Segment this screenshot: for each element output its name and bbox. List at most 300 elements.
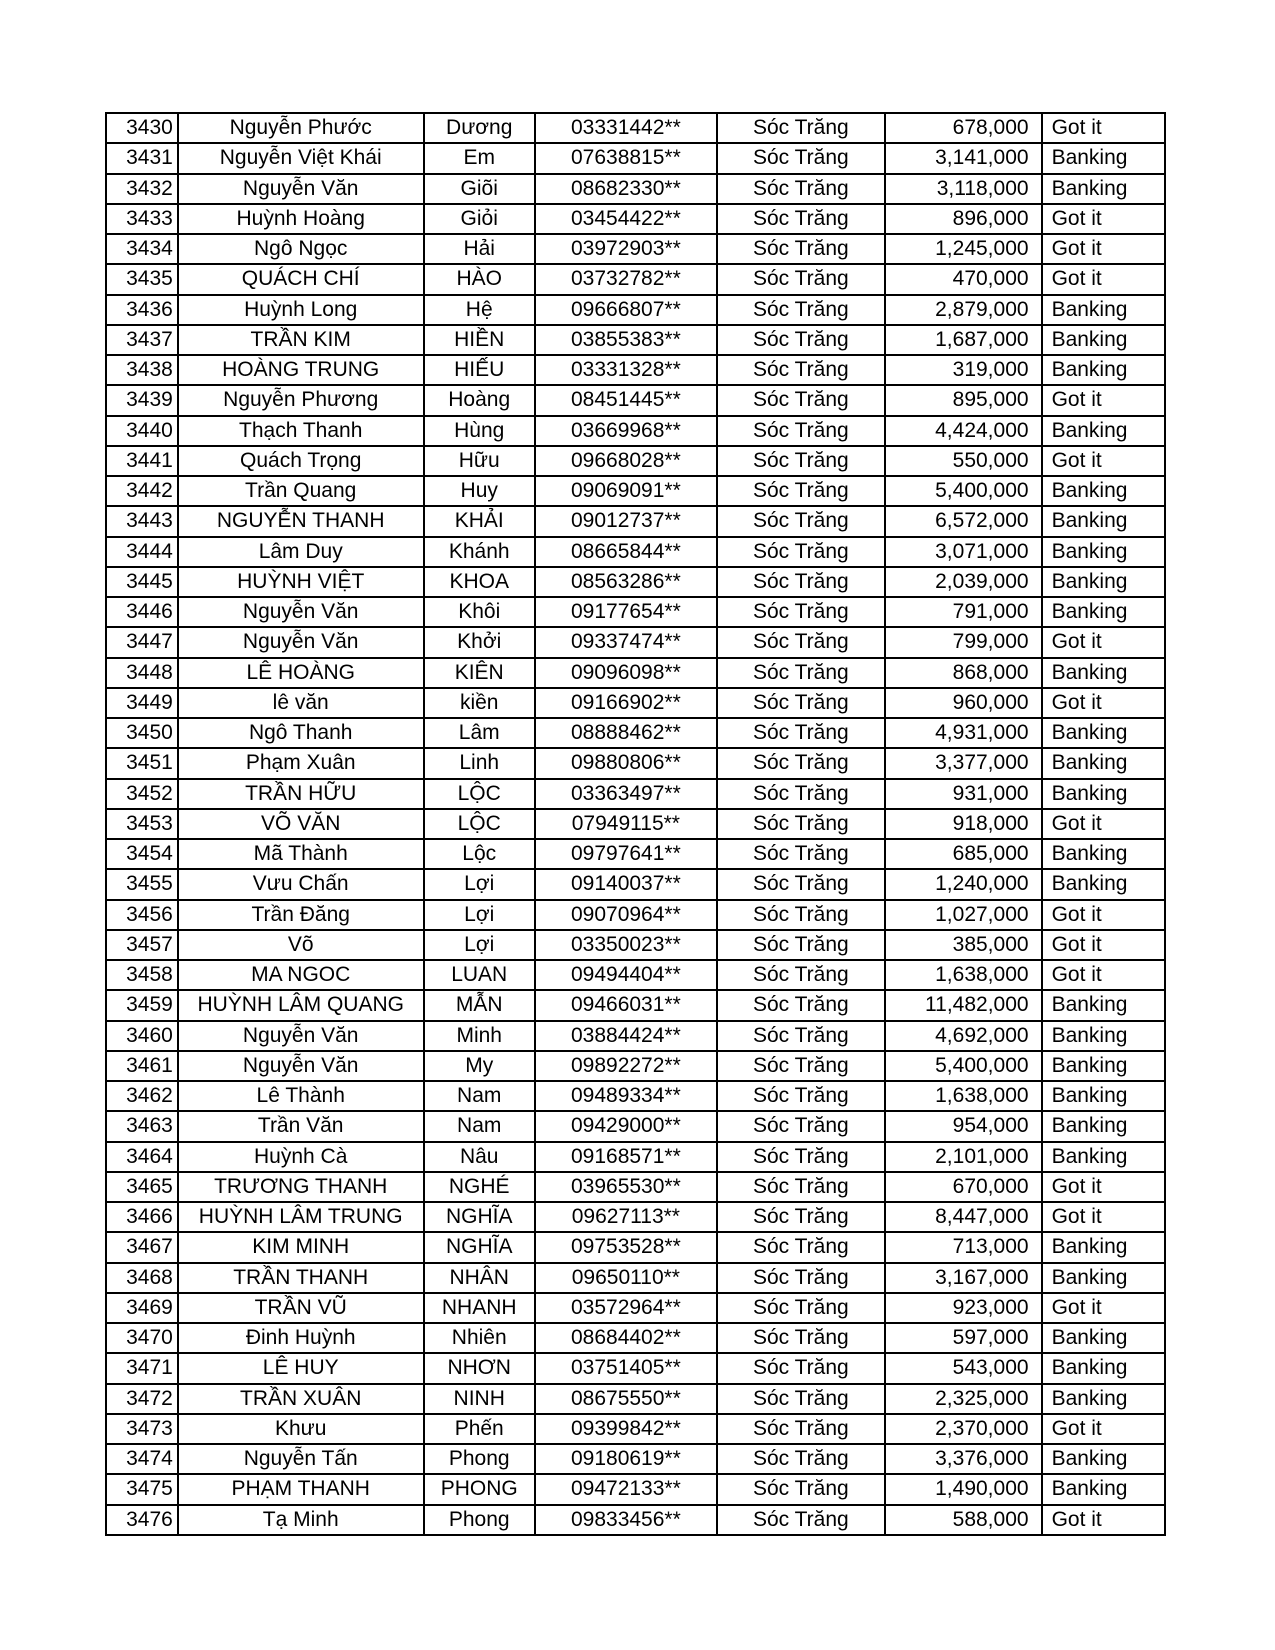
last-name-cell: Trần Văn (178, 1111, 424, 1141)
phone-cell: 09399842** (535, 1414, 717, 1444)
payment-method-cell: Banking (1042, 1444, 1165, 1474)
phone-cell: 09892272** (535, 1051, 717, 1081)
last-name-cell: Trần Đăng (178, 900, 424, 930)
phone-cell: 08682330** (535, 174, 717, 204)
last-name-cell: HUỲNH LÂM TRUNG (178, 1202, 424, 1232)
amount-cell: 3,376,000 (885, 1444, 1042, 1474)
last-name-cell: Nguyễn Văn (178, 627, 424, 657)
row-number: 3454 (106, 839, 178, 869)
payment-method-cell: Banking (1042, 1474, 1165, 1504)
phone-cell: 08888462** (535, 718, 717, 748)
province-cell: Sóc Trăng (717, 1263, 885, 1293)
last-name-cell: Nguyễn Tấn (178, 1444, 424, 1474)
province-cell: Sóc Trăng (717, 174, 885, 204)
phone-cell: 03884424** (535, 1021, 717, 1051)
phone-cell: 09166902** (535, 688, 717, 718)
payment-method-cell: Got it (1042, 960, 1165, 990)
province-cell: Sóc Trăng (717, 960, 885, 990)
table-row (106, 416, 1165, 446)
province-cell: Sóc Trăng (717, 355, 885, 385)
row-number: 3444 (106, 537, 178, 567)
table-row (106, 869, 1165, 899)
phone-cell: 03331442** (535, 113, 717, 143)
province-cell: Sóc Trăng (717, 1293, 885, 1323)
province-cell: Sóc Trăng (717, 1232, 885, 1262)
phone-cell: 09472133** (535, 1474, 717, 1504)
amount-cell: 588,000 (885, 1505, 1042, 1535)
amount-cell: 799,000 (885, 627, 1042, 657)
payment-method-cell: Got it (1042, 446, 1165, 476)
last-name-cell: TRẦN KIM (178, 325, 424, 355)
payment-method-cell: Banking (1042, 1142, 1165, 1172)
first-name-cell: Hải (424, 234, 535, 264)
phone-cell: 07638815** (535, 143, 717, 173)
table-row (106, 476, 1165, 506)
amount-cell: 1,490,000 (885, 1474, 1042, 1504)
payment-method-cell: Got it (1042, 234, 1165, 264)
row-number: 3472 (106, 1384, 178, 1414)
table-row (106, 779, 1165, 809)
province-cell: Sóc Trăng (717, 446, 885, 476)
payment-method-cell: Got it (1042, 264, 1165, 294)
table-row (106, 355, 1165, 385)
table-row (106, 264, 1165, 294)
table-row (106, 990, 1165, 1020)
amount-cell: 3,071,000 (885, 537, 1042, 567)
payment-method-cell: Banking (1042, 1353, 1165, 1383)
province-cell: Sóc Trăng (717, 658, 885, 688)
phone-cell: 08451445** (535, 385, 717, 415)
payment-method-cell: Banking (1042, 416, 1165, 446)
last-name-cell: Nguyễn Phước (178, 113, 424, 143)
last-name-cell: HUỲNH VIỆT (178, 567, 424, 597)
first-name-cell: PHONG (424, 1474, 535, 1504)
amount-cell: 597,000 (885, 1323, 1042, 1353)
first-name-cell: NGHĨA (424, 1202, 535, 1232)
row-number: 3458 (106, 960, 178, 990)
phone-cell: 03751405** (535, 1353, 717, 1383)
payment-method-cell: Banking (1042, 597, 1165, 627)
first-name-cell: Hoàng (424, 385, 535, 415)
row-number: 3456 (106, 900, 178, 930)
province-cell: Sóc Trăng (717, 1414, 885, 1444)
amount-cell: 3,377,000 (885, 748, 1042, 778)
amount-cell: 385,000 (885, 930, 1042, 960)
payment-method-cell: Banking (1042, 506, 1165, 536)
payment-method-cell: Banking (1042, 1081, 1165, 1111)
row-number: 3473 (106, 1414, 178, 1444)
phone-cell: 03363497** (535, 779, 717, 809)
row-number: 3474 (106, 1444, 178, 1474)
last-name-cell: Mã Thành (178, 839, 424, 869)
row-number: 3443 (106, 506, 178, 536)
payment-method-cell: Banking (1042, 325, 1165, 355)
table-row (106, 1202, 1165, 1232)
province-cell: Sóc Trăng (717, 567, 885, 597)
amount-cell: 6,572,000 (885, 506, 1042, 536)
last-name-cell: TRẦN VŨ (178, 1293, 424, 1323)
row-number: 3462 (106, 1081, 178, 1111)
table-row (106, 748, 1165, 778)
first-name-cell: NINH (424, 1384, 535, 1414)
phone-cell: 03855383** (535, 325, 717, 355)
payment-method-cell: Banking (1042, 355, 1165, 385)
payment-method-cell: Banking (1042, 658, 1165, 688)
table-row (106, 143, 1165, 173)
table-row (106, 1172, 1165, 1202)
row-number: 3464 (106, 1142, 178, 1172)
last-name-cell: Trần Quang (178, 476, 424, 506)
last-name-cell: Ngô Ngọc (178, 234, 424, 264)
payment-method-cell: Banking (1042, 567, 1165, 597)
row-number: 3465 (106, 1172, 178, 1202)
table-row (106, 1444, 1165, 1474)
amount-cell: 11,482,000 (885, 990, 1042, 1020)
phone-cell: 09797641** (535, 839, 717, 869)
row-number: 3452 (106, 779, 178, 809)
phone-cell: 03572964** (535, 1293, 717, 1323)
amount-cell: 1,687,000 (885, 325, 1042, 355)
first-name-cell: NHANH (424, 1293, 535, 1323)
last-name-cell: PHẠM THANH (178, 1474, 424, 1504)
row-number: 3471 (106, 1353, 178, 1383)
phone-cell: 03732782** (535, 264, 717, 294)
payment-method-cell: Got it (1042, 385, 1165, 415)
phone-cell: 09668028** (535, 446, 717, 476)
last-name-cell: LÊ HUY (178, 1353, 424, 1383)
amount-cell: 1,638,000 (885, 960, 1042, 990)
province-cell: Sóc Trăng (717, 990, 885, 1020)
last-name-cell: LÊ HOÀNG (178, 658, 424, 688)
last-name-cell: KIM MINH (178, 1232, 424, 1262)
province-cell: Sóc Trăng (717, 1323, 885, 1353)
row-number: 3442 (106, 476, 178, 506)
row-number: 3434 (106, 234, 178, 264)
province-cell: Sóc Trăng (717, 113, 885, 143)
first-name-cell: Khánh (424, 537, 535, 567)
last-name-cell: Lâm Duy (178, 537, 424, 567)
province-cell: Sóc Trăng (717, 295, 885, 325)
table-row (106, 1263, 1165, 1293)
row-number: 3461 (106, 1051, 178, 1081)
row-number: 3433 (106, 204, 178, 234)
row-number: 3446 (106, 597, 178, 627)
province-cell: Sóc Trăng (717, 1202, 885, 1232)
table-row (106, 900, 1165, 930)
amount-cell: 2,325,000 (885, 1384, 1042, 1414)
phone-cell: 03972903** (535, 234, 717, 264)
first-name-cell: LỘC (424, 809, 535, 839)
first-name-cell: Lợi (424, 869, 535, 899)
amount-cell: 5,400,000 (885, 476, 1042, 506)
first-name-cell: HÀO (424, 264, 535, 294)
row-number: 3438 (106, 355, 178, 385)
recipient-table (105, 112, 1166, 1536)
amount-cell: 1,240,000 (885, 869, 1042, 899)
amount-cell: 685,000 (885, 839, 1042, 869)
last-name-cell: Nguyễn Việt Khái (178, 143, 424, 173)
province-cell: Sóc Trăng (717, 1353, 885, 1383)
first-name-cell: Khôi (424, 597, 535, 627)
last-name-cell: Nguyễn Văn (178, 1051, 424, 1081)
payment-method-cell: Banking (1042, 839, 1165, 869)
payment-method-cell: Banking (1042, 869, 1165, 899)
phone-cell: 09880806** (535, 748, 717, 778)
last-name-cell: Nguyễn Văn (178, 174, 424, 204)
row-number: 3466 (106, 1202, 178, 1232)
province-cell: Sóc Trăng (717, 900, 885, 930)
phone-cell: 08684402** (535, 1323, 717, 1353)
phone-cell: 07949115** (535, 809, 717, 839)
payment-method-cell: Banking (1042, 1051, 1165, 1081)
table-row (106, 1021, 1165, 1051)
amount-cell: 8,447,000 (885, 1202, 1042, 1232)
phone-cell: 08563286** (535, 567, 717, 597)
first-name-cell: Lợi (424, 900, 535, 930)
amount-cell: 3,118,000 (885, 174, 1042, 204)
payment-method-cell: Banking (1042, 143, 1165, 173)
table-row (106, 537, 1165, 567)
province-cell: Sóc Trăng (717, 839, 885, 869)
payment-method-cell: Banking (1042, 990, 1165, 1020)
payment-method-cell: Got it (1042, 930, 1165, 960)
province-cell: Sóc Trăng (717, 869, 885, 899)
table-body (106, 113, 1165, 1535)
payment-method-cell: Got it (1042, 1202, 1165, 1232)
amount-cell: 2,101,000 (885, 1142, 1042, 1172)
last-name-cell: Ngô Thanh (178, 718, 424, 748)
table-row (106, 627, 1165, 657)
province-cell: Sóc Trăng (717, 688, 885, 718)
first-name-cell: Phong (424, 1505, 535, 1535)
row-number: 3441 (106, 446, 178, 476)
phone-cell: 09666807** (535, 295, 717, 325)
payment-method-cell: Banking (1042, 1323, 1165, 1353)
first-name-cell: Khởi (424, 627, 535, 657)
phone-cell: 03350023** (535, 930, 717, 960)
payment-method-cell: Banking (1042, 476, 1165, 506)
payment-method-cell: Got it (1042, 204, 1165, 234)
amount-cell: 895,000 (885, 385, 1042, 415)
payment-method-cell: Got it (1042, 1414, 1165, 1444)
last-name-cell: NGUYỄN THANH (178, 506, 424, 536)
table-row (106, 1111, 1165, 1141)
province-cell: Sóc Trăng (717, 809, 885, 839)
phone-cell: 09168571** (535, 1142, 717, 1172)
phone-cell: 09833456** (535, 1505, 717, 1535)
phone-cell: 09466031** (535, 990, 717, 1020)
province-cell: Sóc Trăng (717, 1021, 885, 1051)
first-name-cell: MẪN (424, 990, 535, 1020)
row-number: 3459 (106, 990, 178, 1020)
last-name-cell: MA NGOC (178, 960, 424, 990)
amount-cell: 918,000 (885, 809, 1042, 839)
table-row (106, 1142, 1165, 1172)
phone-cell: 09140037** (535, 869, 717, 899)
amount-cell: 923,000 (885, 1293, 1042, 1323)
province-cell: Sóc Trăng (717, 385, 885, 415)
table-row (106, 174, 1165, 204)
last-name-cell: TRƯƠNG THANH (178, 1172, 424, 1202)
amount-cell: 954,000 (885, 1111, 1042, 1141)
province-cell: Sóc Trăng (717, 1384, 885, 1414)
phone-cell: 03331328** (535, 355, 717, 385)
table-row (106, 718, 1165, 748)
last-name-cell: HOÀNG TRUNG (178, 355, 424, 385)
first-name-cell: LUAN (424, 960, 535, 990)
table-row (106, 960, 1165, 990)
first-name-cell: Nam (424, 1081, 535, 1111)
amount-cell: 791,000 (885, 597, 1042, 627)
phone-cell: 09337474** (535, 627, 717, 657)
table-row (106, 1505, 1165, 1535)
province-cell: Sóc Trăng (717, 1505, 885, 1535)
payment-method-cell: Banking (1042, 718, 1165, 748)
last-name-cell: Huỳnh Cà (178, 1142, 424, 1172)
amount-cell: 470,000 (885, 264, 1042, 294)
first-name-cell: Huy (424, 476, 535, 506)
phone-cell: 09429000** (535, 1111, 717, 1141)
table-row (106, 688, 1165, 718)
amount-cell: 896,000 (885, 204, 1042, 234)
province-cell: Sóc Trăng (717, 748, 885, 778)
first-name-cell: Hữu (424, 446, 535, 476)
phone-cell: 03965530** (535, 1172, 717, 1202)
table-row (106, 567, 1165, 597)
first-name-cell: Em (424, 143, 535, 173)
amount-cell: 4,424,000 (885, 416, 1042, 446)
row-number: 3435 (106, 264, 178, 294)
table-row (106, 113, 1165, 143)
amount-cell: 2,370,000 (885, 1414, 1042, 1444)
last-name-cell: Khưu (178, 1414, 424, 1444)
province-cell: Sóc Trăng (717, 476, 885, 506)
table-row (106, 1384, 1165, 1414)
row-number: 3475 (106, 1474, 178, 1504)
first-name-cell: Phến (424, 1414, 535, 1444)
table-row (106, 295, 1165, 325)
phone-cell: 09494404** (535, 960, 717, 990)
table-row (106, 325, 1165, 355)
amount-cell: 543,000 (885, 1353, 1042, 1383)
province-cell: Sóc Trăng (717, 416, 885, 446)
province-cell: Sóc Trăng (717, 234, 885, 264)
row-number: 3463 (106, 1111, 178, 1141)
first-name-cell: NGHÉ (424, 1172, 535, 1202)
row-number: 3470 (106, 1323, 178, 1353)
row-number: 3447 (106, 627, 178, 657)
first-name-cell: My (424, 1051, 535, 1081)
first-name-cell: Linh (424, 748, 535, 778)
table-row (106, 1353, 1165, 1383)
amount-cell: 931,000 (885, 779, 1042, 809)
payment-method-cell: Banking (1042, 748, 1165, 778)
province-cell: Sóc Trăng (717, 325, 885, 355)
row-number: 3439 (106, 385, 178, 415)
payment-method-cell: Banking (1042, 295, 1165, 325)
phone-cell: 09069091** (535, 476, 717, 506)
payment-method-cell: Banking (1042, 537, 1165, 567)
amount-cell: 868,000 (885, 658, 1042, 688)
table-row (106, 658, 1165, 688)
amount-cell: 4,692,000 (885, 1021, 1042, 1051)
last-name-cell: Huỳnh Long (178, 295, 424, 325)
last-name-cell: Thạch Thanh (178, 416, 424, 446)
row-number: 3476 (106, 1505, 178, 1535)
first-name-cell: KHOA (424, 567, 535, 597)
table-row (106, 204, 1165, 234)
first-name-cell: Hùng (424, 416, 535, 446)
province-cell: Sóc Trăng (717, 506, 885, 536)
province-cell: Sóc Trăng (717, 597, 885, 627)
table-row (106, 809, 1165, 839)
payment-method-cell: Got it (1042, 627, 1165, 657)
first-name-cell: Nâu (424, 1142, 535, 1172)
row-number: 3453 (106, 809, 178, 839)
last-name-cell: Huỳnh Hoàng (178, 204, 424, 234)
first-name-cell: Nam (424, 1111, 535, 1141)
table-row (106, 839, 1165, 869)
first-name-cell: kiền (424, 688, 535, 718)
table-row (106, 1081, 1165, 1111)
phone-cell: 08665844** (535, 537, 717, 567)
phone-cell: 09177654** (535, 597, 717, 627)
row-number: 3432 (106, 174, 178, 204)
last-name-cell: TRẦN XUÂN (178, 1384, 424, 1414)
province-cell: Sóc Trăng (717, 1051, 885, 1081)
first-name-cell: Hệ (424, 295, 535, 325)
amount-cell: 960,000 (885, 688, 1042, 718)
first-name-cell: Giỏi (424, 204, 535, 234)
phone-cell: 09627113** (535, 1202, 717, 1232)
last-name-cell: QUÁCH CHÍ (178, 264, 424, 294)
first-name-cell: Lâm (424, 718, 535, 748)
table-row (106, 1232, 1165, 1262)
row-number: 3469 (106, 1293, 178, 1323)
province-cell: Sóc Trăng (717, 718, 885, 748)
payment-method-cell: Got it (1042, 1172, 1165, 1202)
amount-cell: 670,000 (885, 1172, 1042, 1202)
table-row (106, 234, 1165, 264)
first-name-cell: KHẢI (424, 506, 535, 536)
last-name-cell: Phạm Xuân (178, 748, 424, 778)
row-number: 3460 (106, 1021, 178, 1051)
province-cell: Sóc Trăng (717, 1111, 885, 1141)
province-cell: Sóc Trăng (717, 1142, 885, 1172)
province-cell: Sóc Trăng (717, 627, 885, 657)
amount-cell: 678,000 (885, 113, 1042, 143)
first-name-cell: Dương (424, 113, 535, 143)
payment-method-cell: Banking (1042, 174, 1165, 204)
row-number: 3450 (106, 718, 178, 748)
phone-cell: 09096098** (535, 658, 717, 688)
last-name-cell: VÕ VĂN (178, 809, 424, 839)
row-number: 3430 (106, 113, 178, 143)
phone-cell: 09012737** (535, 506, 717, 536)
last-name-cell: Nguyễn Phương (178, 385, 424, 415)
first-name-cell: NHÂN (424, 1263, 535, 1293)
row-number: 3440 (106, 416, 178, 446)
amount-cell: 319,000 (885, 355, 1042, 385)
row-number: 3448 (106, 658, 178, 688)
amount-cell: 2,879,000 (885, 295, 1042, 325)
province-cell: Sóc Trăng (717, 204, 885, 234)
table-row (106, 1323, 1165, 1353)
row-number: 3451 (106, 748, 178, 778)
amount-cell: 2,039,000 (885, 567, 1042, 597)
payment-method-cell: Banking (1042, 779, 1165, 809)
first-name-cell: Nhiên (424, 1323, 535, 1353)
